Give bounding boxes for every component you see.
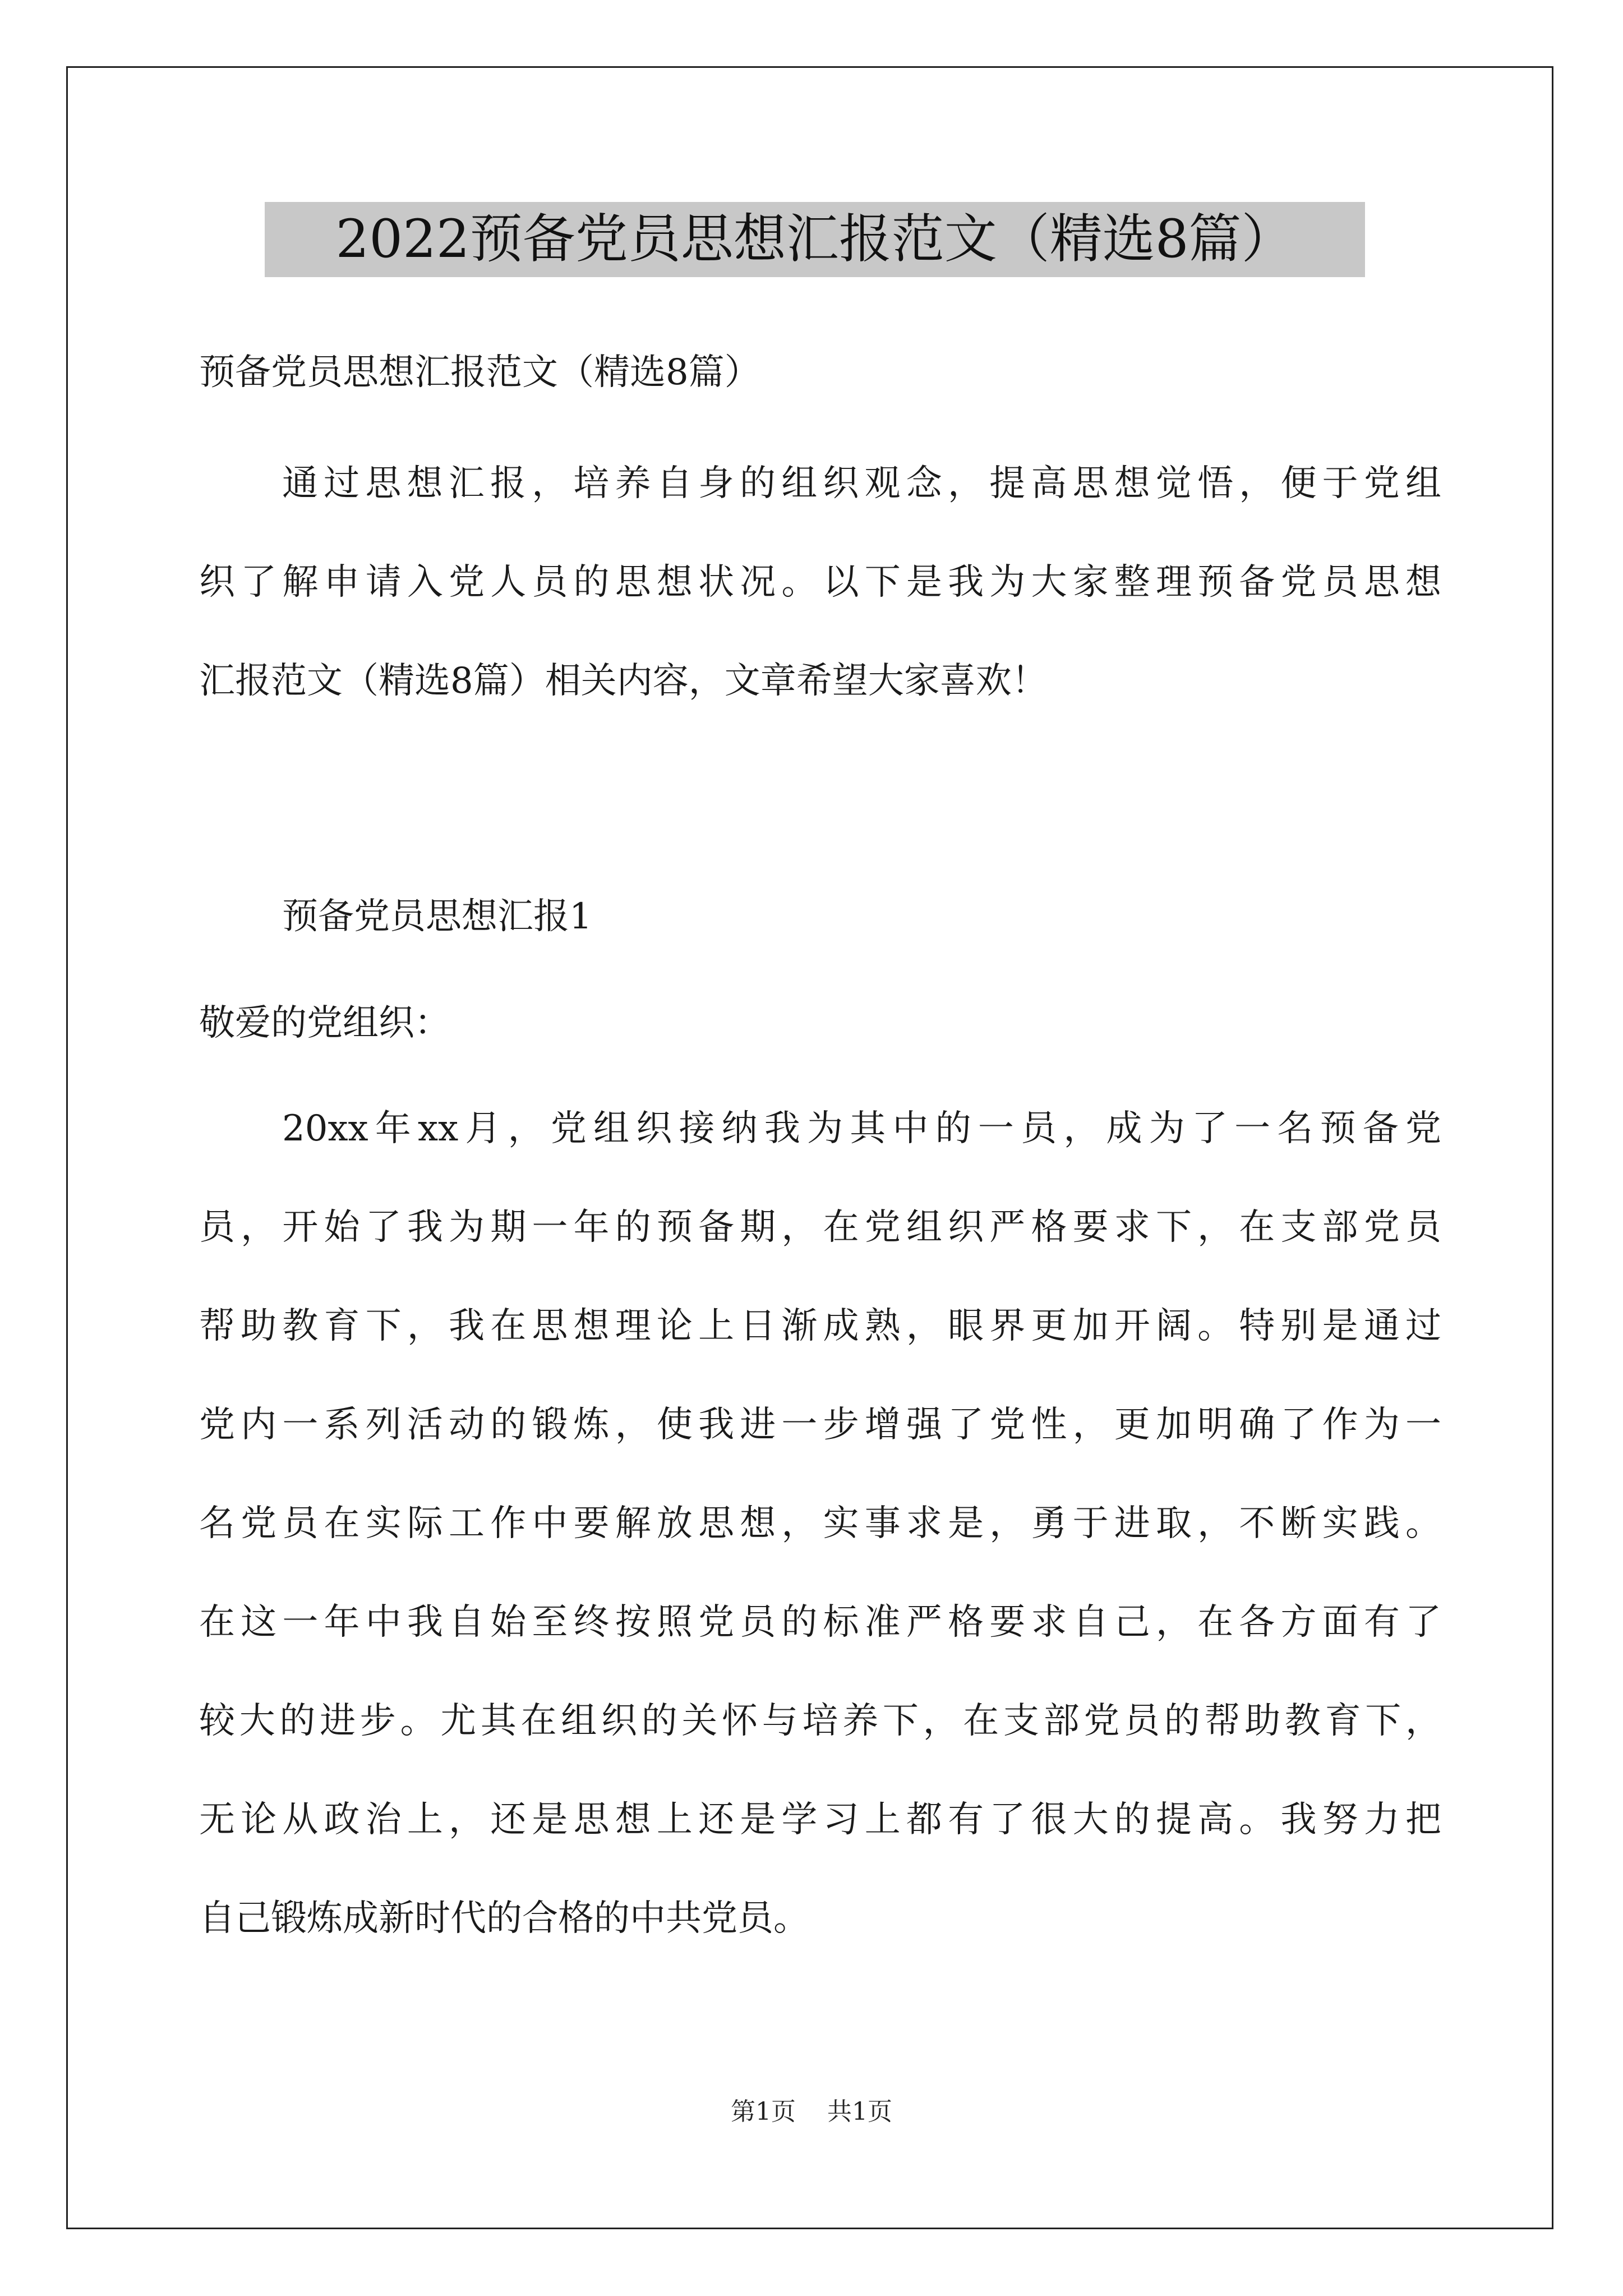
body-line: 20xx年xx月，党组织接纳我为其中的一员，成为了一名预备党 xyxy=(282,1108,1441,1149)
page-footer xyxy=(0,2095,1623,2129)
section-heading: 预备党员思想汇报1 xyxy=(282,896,592,937)
body-line: 在这一年中我自始至终按照党员的标准严格要求自己，在各方面有了 xyxy=(199,1602,1441,1643)
body-line: 自己锻炼成新时代的合格的中共党员。 xyxy=(199,1898,809,1939)
intro-line: 通过思想汇报，培养自身的组织观念，提高思想觉悟，便于党组 xyxy=(282,463,1441,504)
salutation: 敬爱的党组织： xyxy=(199,1002,450,1044)
body-line: 较大的进步。尤其在组织的关怀与培养下，在支部党员的帮助教育下， xyxy=(199,1700,1441,1742)
intro-line: 织了解申请入党人员的思想状况。以下是我为大家整理预备党员思想 xyxy=(199,562,1441,603)
body-paragraph xyxy=(199,1079,1441,1968)
document-subtitle-block xyxy=(199,323,1441,422)
body-line: 无论从政治上，还是思想上还是学习上都有了很大的提高。我努力把 xyxy=(199,1799,1441,1841)
body-line: 名党员在实际工作中要解放思想，实事求是，勇于进取，不断实践。 xyxy=(199,1503,1441,1544)
intro-paragraph xyxy=(199,434,1441,730)
page-number-current: 第1页 xyxy=(731,2097,796,2126)
body-line: 员，开始了我为期一年的预备期，在党组织严格要求下，在支部党员 xyxy=(199,1207,1441,1248)
intro-line: 汇报范文（精选8篇）相关内容，文章希望大家喜欢！ xyxy=(199,660,1048,702)
salutation-block xyxy=(199,974,1441,1073)
body-line: 帮助教育下，我在思想理论上日渐成熟，眼界更加开阔。特别是通过 xyxy=(199,1305,1441,1347)
body-line: 党内一系列活动的锻炼，使我进一步增强了党性，更加明确了作为一 xyxy=(199,1404,1441,1446)
section-heading-block xyxy=(199,867,1441,966)
page-number-total: 共1页 xyxy=(827,2097,892,2126)
document-title: 2022预备党员思想汇报范文（精选8篇） xyxy=(265,202,1365,277)
document-subtitle: 预备党员思想汇报范文（精选8篇） xyxy=(199,352,760,393)
